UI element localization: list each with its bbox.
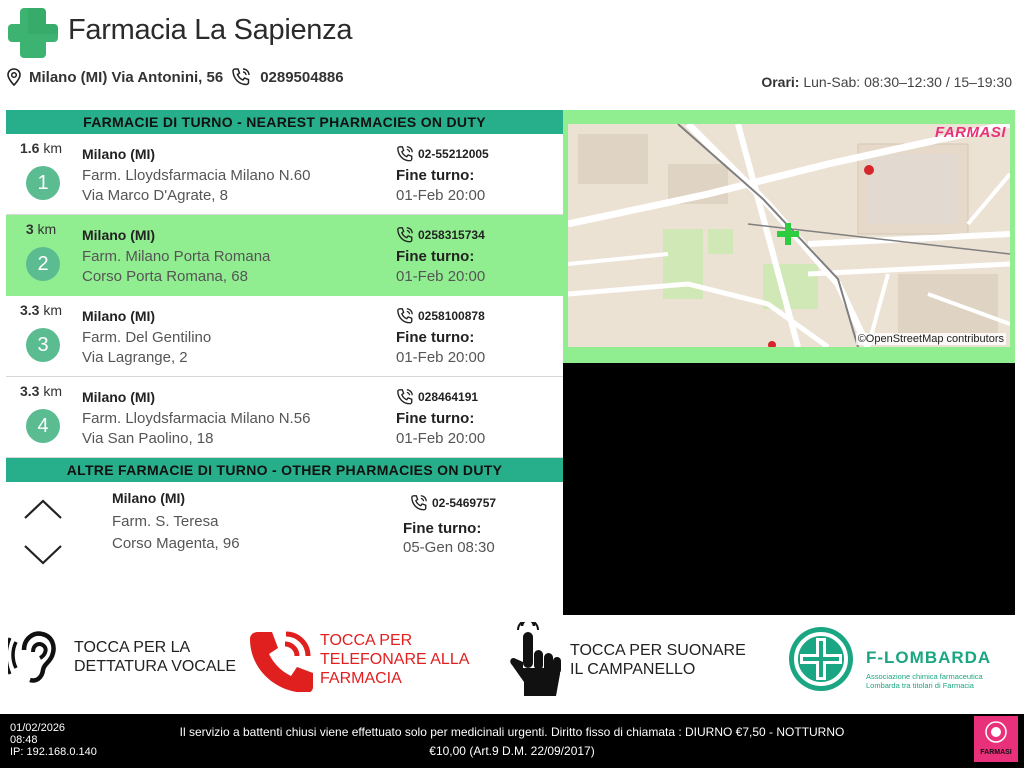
- pharmacy-row-4[interactable]: [6, 377, 563, 458]
- end-shift-value: 01-Feb 20:00: [396, 268, 486, 285]
- end-shift-label: Fine turno:: [396, 248, 475, 265]
- pharmacy-phone[interactable]: 02-5469757: [410, 494, 496, 512]
- end-shift-label: Fine turno:: [403, 520, 482, 537]
- pharmacy-phone[interactable]: 02-55212005: [396, 145, 489, 163]
- pharmacy-city: Milano (MI): [82, 227, 156, 243]
- pharmacy-row-2[interactable]: [6, 215, 563, 296]
- pharmacy-phone[interactable]: 0289504886: [260, 68, 344, 86]
- pharmacy-list: [6, 110, 563, 612]
- phone-icon: [410, 494, 428, 512]
- voice-dictation-label: TOCCA PER LA DETTATURA VOCALE: [74, 639, 237, 675]
- pharmacy-street: Corso Magenta, 96: [112, 535, 240, 552]
- pharmacy-address: Milano (MI) Via Antonini, 56: [29, 68, 224, 86]
- voice-dictation-button[interactable]: [8, 628, 236, 686]
- on-duty-section-title: FARMACIE DI TURNO - NEAREST PHARMACIES ON DUTY: [6, 110, 563, 134]
- pharmacy-city: Milano (MI): [112, 490, 186, 506]
- scroll-down-arrow-icon[interactable]: [23, 542, 63, 566]
- hand-touch-icon: [508, 622, 562, 698]
- call-pharmacy-button[interactable]: [248, 626, 469, 692]
- farmasi-emblem-icon: [974, 718, 1018, 748]
- map-panel: [563, 110, 1015, 363]
- scroll-up-arrow-icon[interactable]: [23, 498, 63, 522]
- current-time: 08:48: [10, 734, 38, 746]
- ip-address: IP: 192.168.0.140: [10, 746, 97, 758]
- pharmacy-name: Farm. S. Teresa: [112, 513, 219, 530]
- current-date: 01/02/2026: [10, 722, 66, 734]
- pharmacy-street: Via Marco D'Agrate, 8: [82, 187, 228, 204]
- f-lombarda-title: F-LOMBARDA: [866, 648, 992, 667]
- end-shift-value: 01-Feb 20:00: [396, 187, 486, 204]
- distance: 3.3 km: [19, 302, 63, 318]
- pharmacy-row-1[interactable]: [6, 134, 563, 215]
- map-graphic: [568, 124, 1010, 347]
- pharmacy-street: Corso Porta Romana, 68: [82, 268, 248, 285]
- hours-value: Lun-Sab: 08:30–12:30 / 15–19:30: [803, 74, 1012, 90]
- rank-badge: 4: [26, 409, 60, 443]
- address-row: [6, 66, 344, 88]
- pharmacy-cross-logo: [6, 6, 60, 60]
- pharmacy-name: Farm. Lloydsfarmacia Milano N.56: [82, 410, 311, 427]
- pharmacy-phone[interactable]: 028464191: [396, 388, 478, 406]
- footer-bar: [0, 714, 1024, 768]
- map-attribution[interactable]: ©OpenStreetMap contributors: [857, 333, 1004, 345]
- f-lombarda-subtitle: Associazione chimica farmaceutica Lombarda tra titolari di Farmacia: [866, 672, 983, 690]
- distance: 1.6 km: [19, 140, 63, 156]
- phone-ringing-icon: [248, 626, 314, 692]
- rank-badge: 1: [26, 166, 60, 200]
- location-pin-icon: [6, 68, 22, 86]
- call-pharmacy-label: TOCCA PER TELEFONARE ALLA FARMACIA: [320, 631, 470, 687]
- service-notice: Il servizio a battenti chiusi viene effettuato solo per medicinali urgenti. Diritto fisso di chiamata : DIURNO €7,50 - NOTTURNO €10,00 (Art.9 D.M. 22/09/2017): [179, 725, 845, 758]
- f-lombarda-logo: [788, 626, 1008, 692]
- pharmacy-city: Milano (MI): [82, 146, 156, 162]
- phone-icon: [396, 307, 414, 325]
- ring-bell-button[interactable]: [508, 622, 746, 698]
- pharmacy-street: Via San Paolino, 18: [82, 430, 214, 447]
- pharmacy-city: Milano (MI): [82, 308, 156, 324]
- pharmacy-name: Farm. Del Gentilino: [82, 329, 212, 346]
- pharmacy-name: Farm. Lloydsfarmacia Milano N.60: [82, 167, 311, 184]
- pharmacy-street: Via Lagrange, 2: [82, 349, 188, 366]
- phone-icon: [396, 145, 414, 163]
- video-area: [563, 363, 1015, 615]
- pharmacy-name: Farm. Milano Porta Romana: [82, 248, 271, 265]
- phone-icon: [396, 226, 414, 244]
- pharmacy-name: Farmacia La Sapienza: [68, 14, 353, 46]
- phone-icon: [396, 388, 414, 406]
- other-on-duty-section-title: ALTRE FARMACIE DI TURNO - OTHER PHARMACIES ON DUTY: [6, 458, 563, 482]
- pharmacy-row-3[interactable]: [6, 296, 563, 377]
- hours-label: Orari:: [761, 74, 800, 90]
- end-shift-label: Fine turno:: [396, 329, 475, 346]
- farmasi-map-logo: FARMASI: [935, 124, 1006, 141]
- end-shift-value: 01-Feb 20:00: [396, 349, 486, 366]
- ring-bell-label: TOCCA PER SUONARE IL CAMPANELLO: [570, 642, 746, 678]
- pharmacy-phone[interactable]: 0258100878: [396, 307, 485, 325]
- system-info: [10, 722, 97, 758]
- end-shift-value: 01-Feb 20:00: [396, 430, 486, 447]
- distance: 3 km: [25, 221, 57, 237]
- end-shift-value: 05-Gen 08:30: [403, 539, 495, 556]
- opening-hours: [761, 74, 1012, 90]
- street-map[interactable]: [568, 124, 1010, 347]
- end-shift-label: Fine turno:: [396, 167, 475, 184]
- pharmacy-phone[interactable]: 0258315734: [396, 226, 485, 244]
- rank-badge: 2: [26, 247, 60, 281]
- header: [0, 0, 1024, 105]
- action-bar: [0, 620, 1024, 714]
- end-shift-label: Fine turno:: [396, 410, 475, 427]
- distance: 3.3 km: [19, 383, 63, 399]
- f-lombarda-emblem-icon: [788, 626, 854, 692]
- phone-icon: [231, 67, 251, 87]
- pharmacy-city: Milano (MI): [82, 389, 156, 405]
- ear-icon: [8, 628, 66, 686]
- rank-badge: 3: [26, 328, 60, 362]
- farmasi-badge: FARMASI: [974, 716, 1018, 762]
- other-pharmacy-row[interactable]: [6, 482, 563, 612]
